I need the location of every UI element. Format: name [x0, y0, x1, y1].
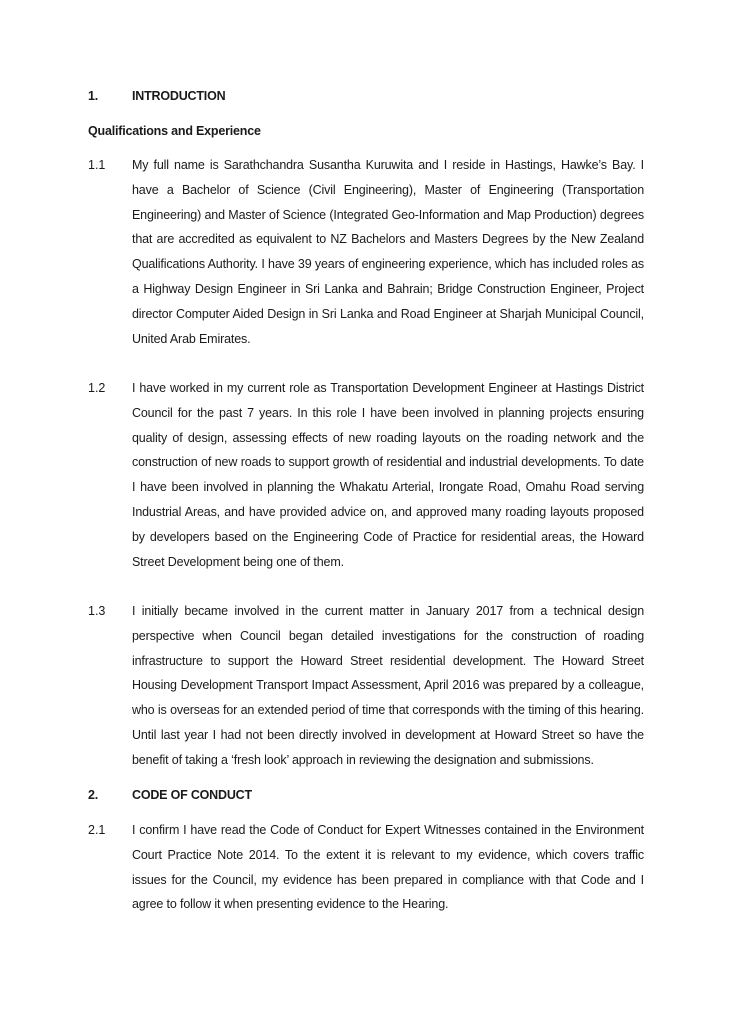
section-title: INTRODUCTION — [132, 89, 226, 103]
section-heading-introduction — [88, 89, 225, 103]
paragraph-text: I initially became involved in the current matter in January 2017 from a technical design perspective when Council began detailed investigations for the construction of roading infrastructure to support the Howard Street residential development. The Howard Street Housing Development Transport Impact Assessment, April 2016 was prepared by a colleague, who is overseas for an extended period of time that corresponds with the timing of this hearing. Until last year I had not been directly involved in development at Howard Street so have the benefit of taking a ‘fresh look’ approach in reviewing the designation and submissions. — [132, 604, 644, 767]
paragraph-text: I have worked in my current role as Transportation Development Engineer at Hastings District Council for the past 7 years. In this role I have been involved in planning projects ensuring quality of design, assessing effects of new roading layouts on the roading network and the construction of new roads to support growth of residential and industrial developments. To date I have been involved in planning the Whakatu Arterial, Irongate Road, Omahu Road serving Industrial Areas, and have provided advice on, and approved many roading layouts proposed by developers based on the Engineering Code of Practice for residential areas, the Howard Street Development being one of them. — [132, 381, 644, 569]
paragraph-number: 1.1 — [88, 158, 106, 172]
section-heading-code-of-conduct — [88, 788, 252, 802]
paragraph-number: 2.1 — [88, 823, 106, 837]
section-number: 1. — [88, 89, 99, 103]
subheading-qualifications: Qualifications and Experience — [88, 124, 261, 138]
section-title: CODE OF CONDUCT — [132, 788, 252, 802]
paragraph-text: My full name is Sarathchandra Susantha Kuruwita and I reside in Hastings, Hawke’s Bay. I have a Bachelor of Science (Civil Engineering), Master of Engineering (Transportation Engineering) and Master of Science (Integrated Geo-Information and Map Production) degrees that are accredited as equivalent to NZ Bachelors and Masters Degrees by the New Zealand Qualifications Authority. I have 39 years of engineering experience, which has included roles as a Highway Design Engineer in Sri Lanka and Bahrain; Bridge Construction Engineer, Project director Computer Aided Design in Sri Lanka and Road Engineer at Sharjah Municipal Council, United Arab Emirates. — [132, 158, 644, 346]
paragraph-number: 1.3 — [88, 604, 106, 618]
section-number: 2. — [88, 788, 99, 802]
paragraph-number: 1.2 — [88, 381, 106, 395]
paragraph-text: I confirm I have read the Code of Conduct for Expert Witnesses contained in the Environment Court Practice Note 2014. To the extent it is relevant to my evidence, which covers traffic issues for the Council, my evidence has been prepared in compliance with that Code and I agree to follow it when presenting evidence to the Hearing. — [132, 823, 644, 912]
